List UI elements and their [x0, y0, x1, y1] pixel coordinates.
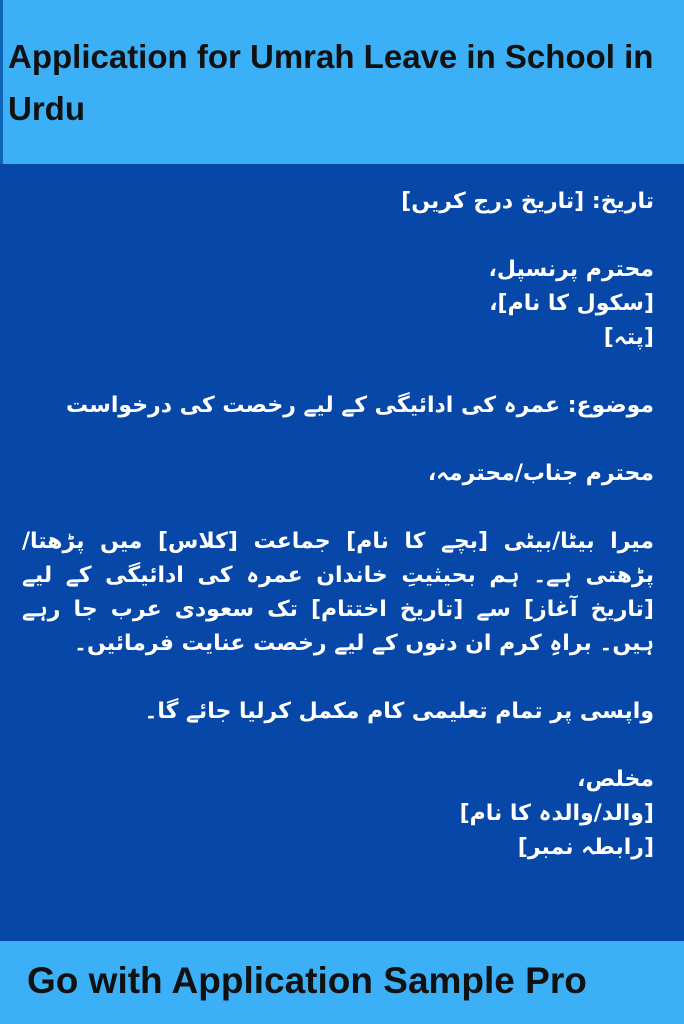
page-footer: [0, 941, 684, 1024]
contact-placeholder: [رابطہ نمبر]: [517, 835, 654, 860]
spacer: [22, 729, 654, 763]
subject-line: موضوع: عمرہ کی ادائیگی کے لیے رخصت کی درخواست: [65, 393, 654, 418]
spacer: [22, 423, 654, 457]
address-placeholder: [پتہ]: [603, 325, 654, 350]
spacer: [22, 355, 654, 389]
spacer: [22, 219, 654, 253]
signatory-placeholder: [والد/والدہ کا نام]: [459, 801, 654, 826]
date-line: تاریخ: [تاریخ درج کریں]: [401, 189, 654, 214]
assurance-line: واپسی پر تمام تعلیمی کام مکمل کرلیا جائے گا۔: [144, 699, 654, 724]
closing-line: مخلص،: [577, 767, 654, 792]
urdu-application-letter: [0, 164, 684, 941]
school-name-placeholder: [سکول کا نام]،: [489, 291, 654, 316]
spacer: [22, 491, 654, 525]
recipient-line: محترم پرنسپل،: [488, 257, 654, 282]
page-title: Application for Umrah Leave in School in Urdu: [8, 38, 654, 127]
leave-request-paragraph: میرا بیٹا/بیٹی [بچے کا نام] جماعت [کلاس] میں پڑھتا/پڑھتی ہے۔ ہم بحیثیتِ خاندان عمرہ کی ادائیگی کے لیے [تاریخ آغاز] سے [تاریخ اختتام] تک سعودی عرب جا رہے ہیں۔ براہِ کرم ان دنوں کے لیے رخصت عنایت فرمائیں۔: [22, 529, 654, 656]
footer-brand-text: Go with Application Sample Pro: [27, 960, 587, 1001]
spacer: [22, 661, 654, 695]
page-header: [0, 0, 684, 164]
salutation-line: محترم جناب/محترمہ،: [427, 461, 654, 486]
letter-content: [22, 185, 654, 865]
